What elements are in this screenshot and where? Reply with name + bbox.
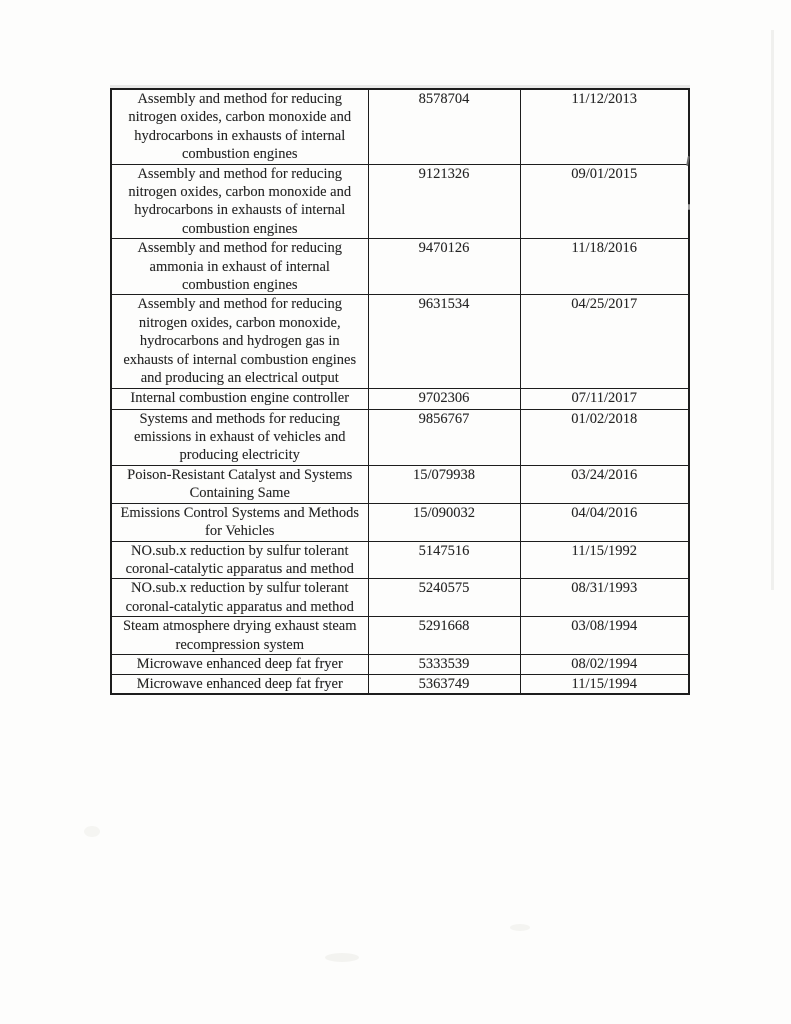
table-row (111, 295, 689, 388)
table-row (111, 409, 689, 465)
patent-date-cell: 11/12/2013 (520, 89, 689, 164)
patent-title-cell: Assembly and method for reducing nitrogen oxides, carbon monoxide and hydrocarbons in exhausts of internal combustion engines (111, 89, 368, 164)
patent-title-cell: Assembly and method for reducing nitrogen oxides, carbon monoxide, hydrocarbons and hydrogen gas in exhausts of internal combustion engines and producing an electrical output (111, 295, 368, 388)
patent-date-cell: 11/15/1994 (520, 674, 689, 694)
table-row (111, 674, 689, 694)
scan-smudge-artifact (325, 953, 359, 962)
table-row (111, 579, 689, 617)
patent-date-cell: 11/18/2016 (520, 239, 689, 295)
scan-edge-artifact (771, 30, 774, 590)
scan-tick-artifact (688, 204, 690, 210)
patent-number-cell: 9121326 (368, 164, 520, 239)
scan-smudge-artifact (510, 924, 530, 931)
patents-table (110, 88, 690, 695)
table-row (111, 388, 689, 409)
patent-number-cell: 5363749 (368, 674, 520, 694)
patent-title-cell: Internal combustion engine controller (111, 388, 368, 409)
patent-title-cell: Microwave enhanced deep fat fryer (111, 674, 368, 694)
table-row (111, 617, 689, 655)
patents-table-body (111, 89, 689, 694)
patent-number-cell: 15/090032 (368, 503, 520, 541)
patent-date-cell: 01/02/2018 (520, 409, 689, 465)
patent-date-cell: 08/31/1993 (520, 579, 689, 617)
patent-title-cell: Emissions Control Systems and Methods for Vehicles (111, 503, 368, 541)
patent-title-cell: Assembly and method for reducing nitrogen oxides, carbon monoxide and hydrocarbons in exhausts of internal combustion engines (111, 164, 368, 239)
patent-date-cell: 04/25/2017 (520, 295, 689, 388)
patent-number-cell: 5147516 (368, 541, 520, 579)
scan-smudge-artifact (84, 826, 100, 837)
table-row (111, 164, 689, 239)
patent-date-cell: 08/02/1994 (520, 655, 689, 674)
table-row (111, 655, 689, 674)
patent-title-cell: Steam atmosphere drying exhaust steam recompression system (111, 617, 368, 655)
patent-title-cell: NO.sub.x reduction by sulfur tolerant coronal-catalytic apparatus and method (111, 579, 368, 617)
patent-title-cell: Poison-Resistant Catalyst and Systems Containing Same (111, 465, 368, 503)
patent-number-cell: 8578704 (368, 89, 520, 164)
patent-title-cell: Assembly and method for reducing ammonia in exhaust of internal combustion engines (111, 239, 368, 295)
patent-number-cell: 5291668 (368, 617, 520, 655)
table-row (111, 239, 689, 295)
patent-date-cell: 03/24/2016 (520, 465, 689, 503)
patent-title-cell: NO.sub.x reduction by sulfur tolerant coronal-catalytic apparatus and method (111, 541, 368, 579)
patent-date-cell: 03/08/1994 (520, 617, 689, 655)
table-row (111, 89, 689, 164)
patent-date-cell: 09/01/2015 (520, 164, 689, 239)
patent-title-cell: Systems and methods for reducing emissions in exhaust of vehicles and producing electricity (111, 409, 368, 465)
patent-date-cell: 04/04/2016 (520, 503, 689, 541)
patent-number-cell: 5333539 (368, 655, 520, 674)
patent-number-cell: 9631534 (368, 295, 520, 388)
patent-number-cell: 9470126 (368, 239, 520, 295)
table-row (111, 465, 689, 503)
table-row (111, 541, 689, 579)
patent-number-cell: 9856767 (368, 409, 520, 465)
patent-title-cell: Microwave enhanced deep fat fryer (111, 655, 368, 674)
patent-number-cell: 5240575 (368, 579, 520, 617)
patent-date-cell: 07/11/2017 (520, 388, 689, 409)
table-row (111, 503, 689, 541)
patent-number-cell: 9702306 (368, 388, 520, 409)
patent-date-cell: 11/15/1992 (520, 541, 689, 579)
patent-number-cell: 15/079938 (368, 465, 520, 503)
